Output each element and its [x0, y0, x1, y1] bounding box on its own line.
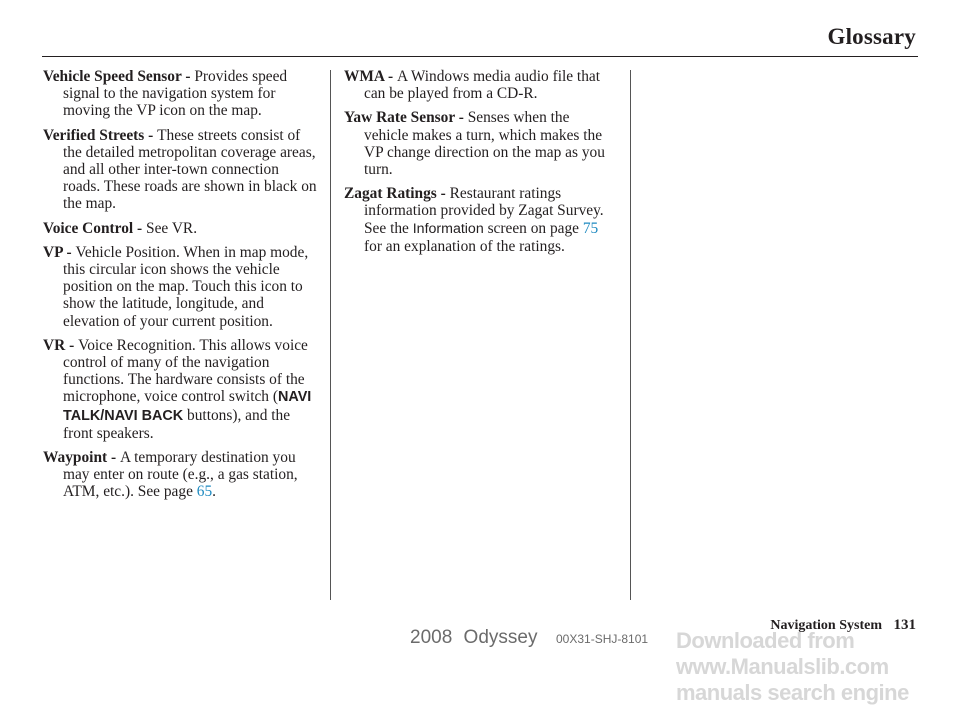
- glossary-definition: See VR.: [146, 219, 198, 237]
- glossary-column-2: [344, 68, 616, 262]
- glossary-definition: Provides speed signal to the navigation system for moving the VP icon on the map.: [63, 68, 288, 120]
- glossary-entry: [344, 68, 616, 102]
- glossary-term: Vehicle Speed Sensor -: [43, 68, 195, 85]
- page-reference-link[interactable]: 75: [582, 219, 599, 237]
- glossary-definition: Restaurant ratings information provided by Zagat Survey. See the: [364, 185, 604, 237]
- page-number: 131: [893, 617, 916, 633]
- glossary-definition: A Windows media audio file that can be played from a CD-R.: [364, 68, 601, 103]
- glossary-term: Zagat Ratings -: [344, 185, 450, 203]
- page-title: Glossary: [827, 24, 916, 49]
- glossary-term: Verified Streets -: [43, 126, 158, 144]
- glossary-term: Yaw Rate Sensor -: [344, 109, 468, 127]
- watermark-code: 00X31-SHJ-8101: [556, 632, 649, 646]
- glossary-definition: Vehicle Position. When in map mode, this circular icon shows the vehicle position on the map. Touch this icon to show the latitude, longitude, and elevation of your current position.: [63, 243, 309, 330]
- watermark-model: 2008 Odyssey: [410, 627, 538, 648]
- glossary-definition: Senses when the vehicle makes a turn, which makes the VP change direction on the map as you turn.: [364, 109, 605, 179]
- glossary-definition: buttons), and the front speakers.: [63, 406, 291, 442]
- glossary-entry: [43, 337, 319, 442]
- page-reference-link[interactable]: 65: [196, 483, 213, 501]
- column-divider: [630, 70, 631, 600]
- button-name-text: NAVI TALK/NAVI BACK: [63, 389, 312, 424]
- glossary-entry: [344, 109, 616, 178]
- glossary-term: Voice Control -: [43, 219, 147, 237]
- glossary-term: WMA -: [344, 68, 398, 85]
- glossary-entry: [43, 449, 319, 501]
- glossary-definition: A temporary destination you may enter on route (e.g., a gas station, ATM, etc.). See page: [63, 449, 298, 501]
- button-name-text: Information: [412, 220, 484, 237]
- column-divider: [330, 70, 331, 600]
- header-divider: [42, 56, 918, 57]
- glossary-term: VR -: [43, 336, 79, 354]
- footer-label: Navigation System: [770, 618, 882, 633]
- glossary-definition: screen on page: [483, 219, 583, 237]
- watermark-site: Downloaded from www.Manualslib.com manuals search engine: [676, 628, 909, 705]
- glossary-definition: Voice Recognition. This allows voice control of many of the navigation functions. The hardware consists of the microphone, voice control switch (: [63, 336, 308, 406]
- glossary-column-1: [43, 68, 319, 508]
- glossary-term: Waypoint -: [43, 449, 120, 467]
- glossary-definition: for an explanation of the ratings.: [364, 237, 565, 255]
- glossary-entry: [43, 244, 319, 330]
- glossary-definition: .: [212, 483, 217, 501]
- watermark: [0, 624, 960, 705]
- glossary-term: VP -: [43, 243, 76, 261]
- glossary-entry: [344, 185, 616, 255]
- glossary-definition: These streets consist of the detailed metropolitan coverage areas, and all other inter-town connection roads. These roads are shown in black on the map.: [63, 126, 317, 213]
- glossary-entry: [43, 220, 319, 237]
- glossary-entry: [43, 68, 319, 120]
- glossary-entry: [43, 127, 319, 213]
